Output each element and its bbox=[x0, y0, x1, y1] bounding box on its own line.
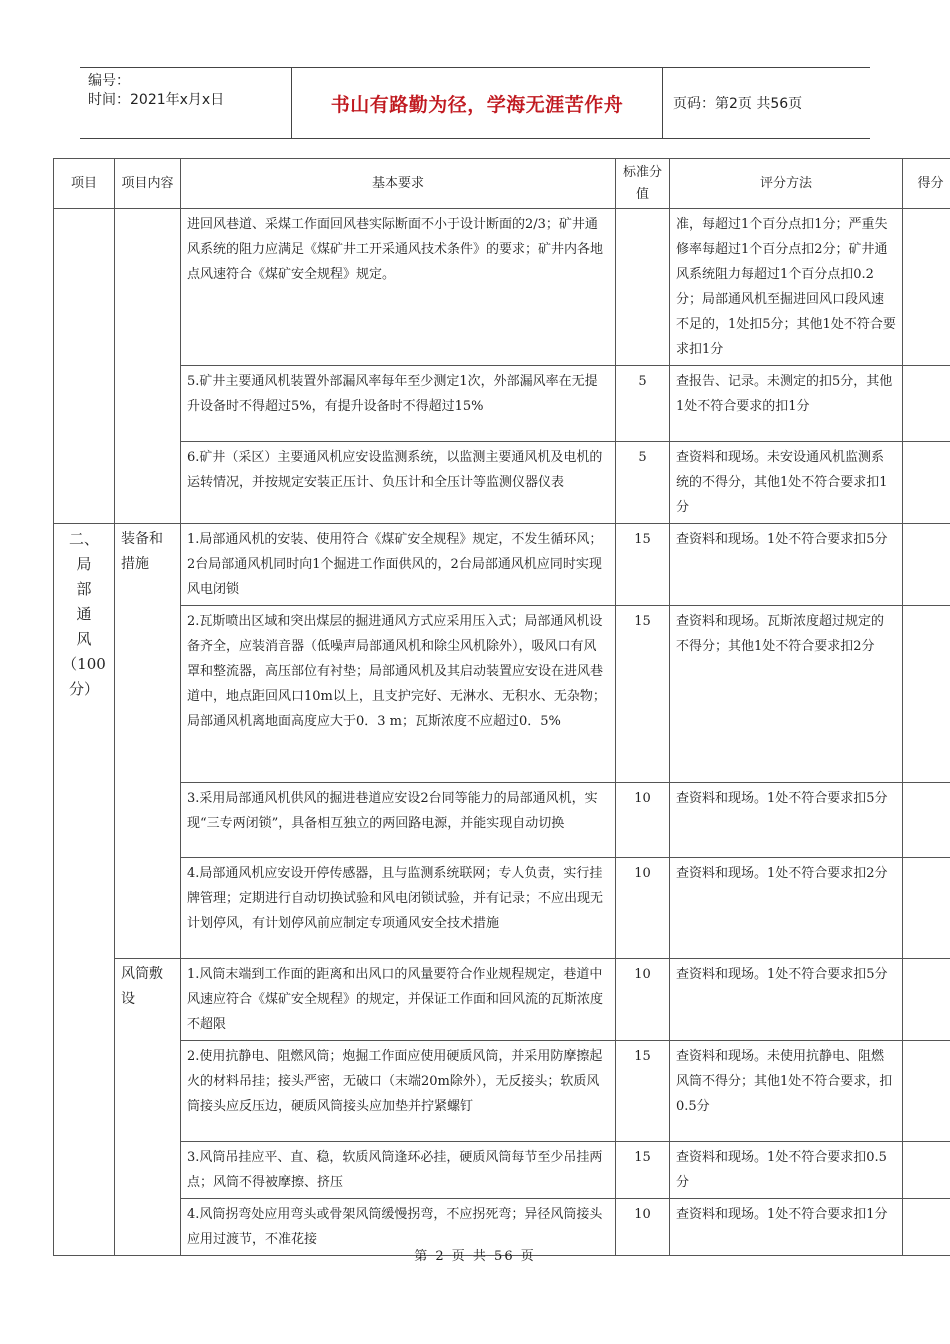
requirement-cell: 4.局部通风机应安设开停传感器，且与监测系统联网；专人负责，实行挂牌管理；定期进行自动切换试验和风电闭锁试验，并有记录；不应出现无计划停风，有计划停风前应制定专项通风安全技术措施 bbox=[181, 858, 616, 959]
requirement-cell: 1.风筒末端到工作面的距离和出风口的风量要符合作业规程规定，巷道中风速应符合《煤矿安全规程》的规定，并保证工作面和回风流的瓦斯浓度不超限 bbox=[181, 959, 616, 1041]
header-item: 项目 bbox=[54, 159, 115, 209]
requirement-cell: 进回风巷道、采煤工作面回风巷实际断面不小于设计断面的2/3；矿井通风系统的阻力应满足《煤矿井工开采通风技术条件》的要求；矿井内各地点风速符合《煤矿安全规程》规定。 bbox=[181, 209, 616, 366]
section-two-title-line: 风 bbox=[76, 630, 92, 648]
page-footer: 第 2 页 共 56 页 bbox=[414, 1249, 536, 1264]
score-cell[interactable] bbox=[903, 606, 950, 783]
table-row bbox=[54, 606, 950, 783]
method-cell: 查资料和现场。未使用抗静电、阻燃风筒不得分；其他1处不符合要求，扣0.5分 bbox=[670, 1041, 903, 1142]
method-cell: 查资料和现场。1处不符合要求扣0.5分 bbox=[670, 1142, 903, 1199]
standard-score-cell: 15 bbox=[616, 1041, 670, 1142]
score-cell[interactable] bbox=[903, 959, 950, 1041]
group-duct-installation: 风筒敷设 bbox=[115, 959, 181, 1256]
group-equipment-measures: 装备和措施 bbox=[115, 524, 181, 959]
table-header-row bbox=[54, 159, 950, 209]
page-header bbox=[80, 67, 870, 139]
section-two-title-line: 二、 bbox=[68, 530, 99, 548]
table-row bbox=[54, 959, 950, 1041]
table-row bbox=[54, 1142, 950, 1199]
table-row bbox=[54, 442, 950, 524]
method-cell: 查资料和现场。1处不符合要求扣5分 bbox=[670, 524, 903, 606]
method-cell: 查资料和现场。1处不符合要求扣5分 bbox=[670, 959, 903, 1041]
content-cell-section-one bbox=[115, 209, 181, 524]
standard-score-cell: 10 bbox=[616, 783, 670, 858]
method-cell: 查报告、记录。未测定的扣5分，其他1处不符合要求的扣1分 bbox=[670, 366, 903, 442]
item-cell-section-one bbox=[54, 209, 115, 524]
table-row bbox=[54, 858, 950, 959]
requirement-cell: 3.采用局部通风机供风的掘进巷道应安设2台同等能力的局部通风机，实现“三专两闭锁”，具备相互独立的两回路电源，并能实现自动切换 bbox=[181, 783, 616, 858]
method-cell: 查资料和现场。未安设通风机监测系统的不得分，其他1处不符合要求扣1分 bbox=[670, 442, 903, 524]
score-cell[interactable] bbox=[903, 858, 950, 959]
evaluation-table bbox=[53, 158, 950, 1256]
score-cell[interactable] bbox=[903, 524, 950, 606]
document-number-label: 编号： bbox=[88, 73, 130, 89]
header-motto: 书山有路勤为径，学海无涯苦作舟 bbox=[291, 68, 663, 138]
section-two-title-line: （100 bbox=[62, 655, 106, 673]
standard-score-cell: 10 bbox=[616, 1199, 670, 1256]
document-time-label: 时间：2021年x月x日 bbox=[88, 92, 225, 108]
method-cell: 查资料和现场。1处不符合要求扣5分 bbox=[670, 783, 903, 858]
requirement-cell: 2.瓦斯喷出区域和突出煤层的掘进通风方式应采用压入式；局部通风机设备齐全，应装消音器（低噪声局部通风机和除尘风机除外），吸风口有风罩和整流器，高压部位有衬垫；局部通风机及其启动装置应安设在进风巷道中，地点距回风口10m以上，且支护完好、无淋水、无积水、无杂物；局部通风机离地面高度应大于0．3 m；瓦斯浓度不应超过0．5% bbox=[181, 606, 616, 783]
header-meta bbox=[80, 68, 291, 138]
requirement-cell: 6.矿井（采区）主要通风机应安设监测系统，以监测主要通风机及电机的运转情况，并按规定安装正压计、负压计和全压计等监测仪器仪表 bbox=[181, 442, 616, 524]
standard-score-cell: 10 bbox=[616, 959, 670, 1041]
standard-score-cell: 15 bbox=[616, 524, 670, 606]
header-requirements: 基本要求 bbox=[181, 159, 616, 209]
standard-score-cell bbox=[616, 209, 670, 366]
requirement-cell: 3.风筒吊挂应平、直、稳，软质风筒逢环必挂，硬质风筒每节至少吊挂两点；风筒不得被摩擦、挤压 bbox=[181, 1142, 616, 1199]
method-cell: 查资料和现场。1处不符合要求扣1分 bbox=[670, 1199, 903, 1256]
requirement-cell: 1.局部通风机的安装、使用符合《煤矿安全规程》规定，不发生循环风；2台局部通风机同时向1个掘进工作面供风的，2台局部通风机应同时实现风电闭锁 bbox=[181, 524, 616, 606]
table-row bbox=[54, 783, 950, 858]
standard-score-cell: 5 bbox=[616, 366, 670, 442]
header-score: 得分 bbox=[903, 159, 950, 209]
score-cell[interactable] bbox=[903, 783, 950, 858]
section-two-title-line: 通 bbox=[76, 605, 92, 623]
standard-score-cell: 5 bbox=[616, 442, 670, 524]
table-row bbox=[54, 209, 950, 366]
table-row bbox=[54, 366, 950, 442]
header-standard-score: 标准分值 bbox=[616, 159, 670, 209]
section-two-title-line: 局 bbox=[76, 555, 92, 573]
score-cell[interactable] bbox=[903, 209, 950, 366]
score-cell[interactable] bbox=[903, 442, 950, 524]
standard-score-cell: 15 bbox=[616, 606, 670, 783]
standard-score-cell: 15 bbox=[616, 1142, 670, 1199]
method-cell: 查资料和现场。瓦斯浓度超过规定的不得分；其他1处不符合要求扣2分 bbox=[670, 606, 903, 783]
requirement-cell: 2.使用抗静电、阻燃风筒；炮掘工作面应使用硬质风筒，并采用防摩擦起火的材料吊挂；接头严密，无破口（末端20m除外），无反接头；软质风筒接头应反压边，硬质风筒接头应加垫并拧紧螺钉 bbox=[181, 1041, 616, 1142]
requirement-cell: 4.风筒拐弯处应用弯头或骨架风筒缓慢拐弯，不应拐死弯；异径风筒接头应用过渡节，不准花接 bbox=[181, 1199, 616, 1256]
table-row bbox=[54, 1041, 950, 1142]
standard-score-cell: 10 bbox=[616, 858, 670, 959]
method-cell: 准，每超过1个百分点扣1分；严重失修率每超过1个百分点扣2分；矿井通风系统阻力每超过1个百分点扣0.2分；局部通风机至掘进回风口段风速不足的，1处扣5分；其他1处不符合要求扣1分 bbox=[670, 209, 903, 366]
header-method: 评分方法 bbox=[670, 159, 903, 209]
section-two-title-line: 分） bbox=[68, 680, 99, 698]
requirement-cell: 5.矿井主要通风机装置外部漏风率每年至少测定1次，外部漏风率在无提升设备时不得超过5%，有提升设备时不得超过15% bbox=[181, 366, 616, 442]
table-row bbox=[54, 524, 950, 606]
score-cell[interactable] bbox=[903, 1142, 950, 1199]
header-content: 项目内容 bbox=[115, 159, 181, 209]
score-cell[interactable] bbox=[903, 1041, 950, 1142]
section-two-title bbox=[54, 524, 115, 1256]
score-cell[interactable] bbox=[903, 366, 950, 442]
header-page-info: 页码：第2页 共56页 bbox=[673, 96, 803, 112]
section-two-title-line: 部 bbox=[76, 580, 92, 598]
method-cell: 查资料和现场。1处不符合要求扣2分 bbox=[670, 858, 903, 959]
